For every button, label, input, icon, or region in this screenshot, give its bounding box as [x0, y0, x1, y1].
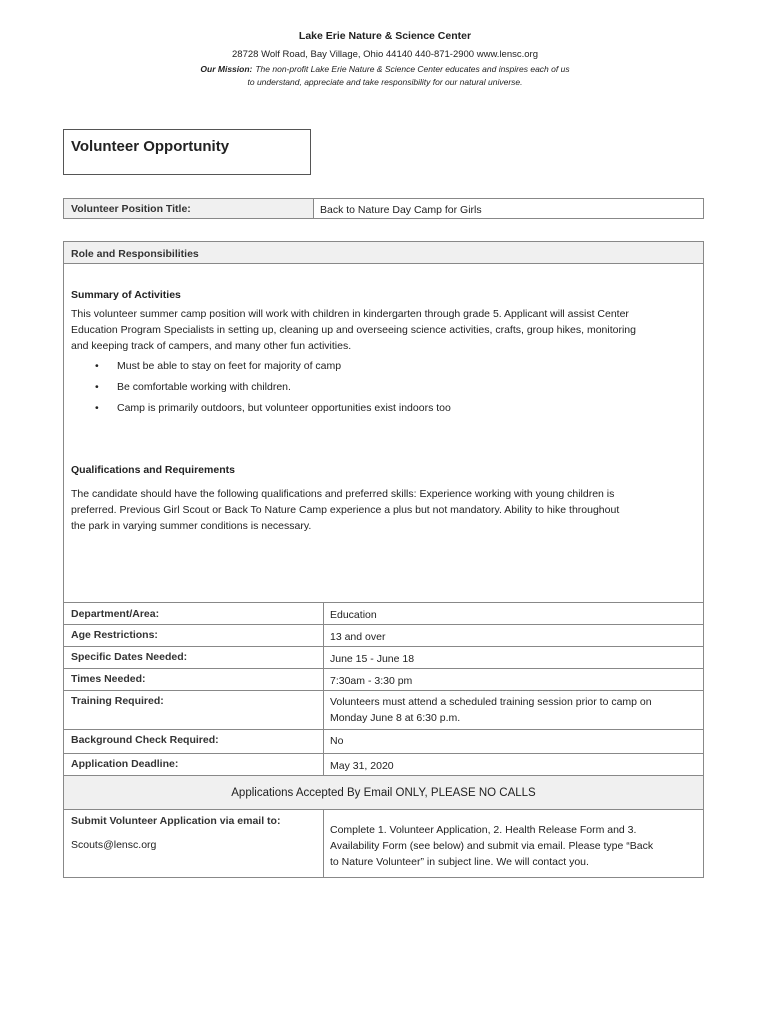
- mission-label: Our Mission:: [200, 64, 253, 74]
- qualifications-line-1: The candidate should have the following qualifications and preferred skills: Experience working with young children is: [71, 488, 615, 500]
- position-title-value: Back to Nature Day Camp for Girls: [320, 204, 482, 216]
- department-label: Department/Area:: [71, 608, 160, 620]
- summary-line-3: and keeping track of campers, and many other fun activities.: [71, 340, 352, 352]
- summary-line-1: This volunteer summer camp position will work with children in kindergarten through grade 5. Applicant will assist Center: [71, 308, 629, 320]
- organization-address: 28728 Wolf Road, Bay Village, Ohio 44140 440-871-2900 www.lensc.org: [232, 49, 538, 60]
- training-value-line-2: Monday June 8 at 6:30 p.m.: [330, 712, 461, 724]
- bullet-item: • Be comfortable working with children.: [117, 381, 291, 393]
- times-label: Times Needed:: [71, 673, 146, 685]
- summary-paragraph: [71, 306, 636, 354]
- dates-label: Specific Dates Needed:: [71, 651, 188, 663]
- role-header: Role and Responsibilities: [71, 248, 199, 260]
- background-check-value: No: [330, 735, 344, 747]
- mission-statement: [0, 63, 770, 89]
- position-title-label: Volunteer Position Title:: [71, 203, 191, 215]
- qualifications-line-2: preferred. Previous Girl Scout or Back To Nature Camp experience a plus but not mandatory. Ability to hike throughout: [71, 504, 620, 516]
- submit-label: Submit Volunteer Application via email to:: [71, 815, 281, 827]
- mission-line-2: to understand, appreciate and take responsibility for our natural universe.: [247, 77, 523, 87]
- summary-heading: Summary of Activities: [71, 289, 181, 301]
- deadline-label: Application Deadline:: [71, 758, 179, 770]
- department-value: Education: [330, 609, 377, 621]
- qualifications-line-3: the park in varying summer conditions is necessary.: [71, 520, 312, 532]
- submit-instructions: [330, 822, 653, 870]
- page-title: Volunteer Opportunity: [71, 138, 230, 155]
- submit-instructions-line-2: Availability Form (see below) and submit via email. Please type “Back: [330, 840, 654, 852]
- qualifications-paragraph: [71, 486, 619, 534]
- bullet-item: • Camp is primarily outdoors, but volunteer opportunities exist indoors too: [117, 402, 451, 414]
- background-check-label: Background Check Required:: [71, 734, 219, 746]
- qualifications-heading: Qualifications and Requirements: [71, 464, 235, 476]
- summary-line-2: Education Program Specialists in setting up, cleaning up and overseeing science activities, crafts, group hikes, monitoring: [71, 324, 636, 336]
- volunteer-opportunity-box: [63, 129, 311, 175]
- bullet-item: • Must be able to stay on feet for majority of camp: [117, 360, 341, 372]
- deadline-value: May 31, 2020: [330, 760, 394, 772]
- submit-instructions-line-1: Complete 1. Volunteer Application, 2. Health Release Form and 3.: [330, 824, 637, 836]
- training-label: Training Required:: [71, 695, 164, 707]
- mission-line-1: The non-profit Lake Erie Nature & Science Center educates and inspires each of us: [255, 64, 570, 74]
- age-restrictions-value: 13 and over: [330, 631, 386, 643]
- position-title-row: [63, 198, 704, 219]
- applications-banner: Applications Accepted By Email ONLY, PLEASE NO CALLS: [231, 787, 536, 799]
- age-restrictions-label: Age Restrictions:: [71, 629, 158, 641]
- submit-instructions-line-3: to Nature Volunteer” in subject line. We will contact you.: [330, 856, 589, 868]
- training-value-line-1: Volunteers must attend a scheduled training session prior to camp on: [330, 696, 652, 708]
- dates-value: June 15 - June 18: [330, 653, 415, 665]
- organization-name: Lake Erie Nature & Science Center: [298, 30, 472, 42]
- training-value: [330, 694, 652, 726]
- submit-email: Scouts@lensc.org: [71, 839, 157, 851]
- role-responsibilities-table: [63, 241, 704, 878]
- times-value: 7:30am - 3:30 pm: [330, 675, 413, 687]
